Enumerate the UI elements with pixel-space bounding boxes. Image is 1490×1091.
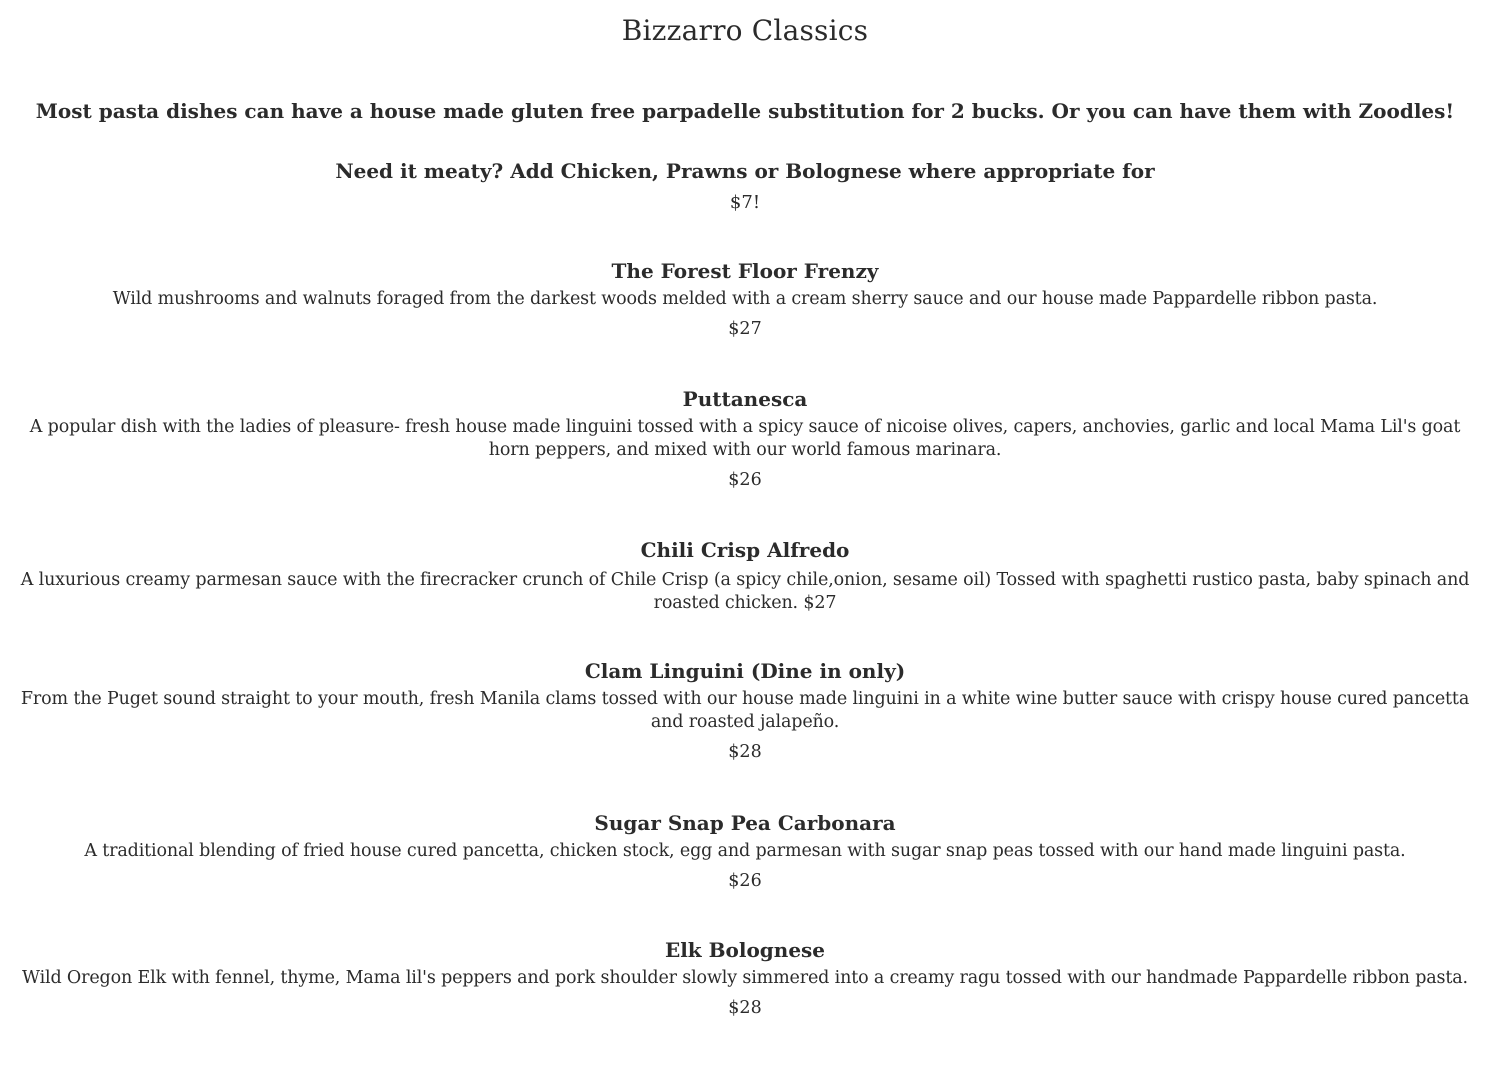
item-description: A traditional blending of fried house cured pancetta, chicken stock, egg and parmesan with sugar snap peas tossed with our hand made linguini pasta. — [84, 841, 1406, 861]
item-price: $28 — [728, 742, 762, 762]
item-description: A luxurious creamy parmesan sauce with the firecracker crunch of Chile Crisp (a spicy chile,onion, sesame oil) Tossed with spaghetti rustico pasta, baby spinach and roasted chicken. $27 — [20, 570, 1470, 613]
add-meat-note: Need it meaty? Add Chicken, Prawns or Bolognese where appropriate for — [335, 159, 1155, 183]
item-name: Elk Bolognese — [664, 938, 826, 962]
item-price: $28 — [728, 998, 762, 1018]
page-title: Bizzarro Classics — [621, 14, 869, 47]
item-description: Wild mushrooms and walnuts foraged from the darkest woods melded with a cream sherry sauce and our house made Pappardelle ribbon pasta. — [112, 289, 1378, 309]
item-name: Sugar Snap Pea Carbonara — [594, 811, 896, 835]
item-price: $27 — [728, 319, 762, 339]
item-name: Chili Crisp Alfredo — [640, 538, 850, 562]
item-price: $26 — [728, 470, 762, 490]
menu-item-chili-crisp-alfredo — [0, 537, 1490, 615]
item-price: $26 — [728, 871, 762, 891]
menu-item-clam-linguini — [0, 658, 1490, 764]
item-description: Wild Oregon Elk with fennel, thyme, Mama lil's peppers and pork shoulder slowly simmered into a creamy ragu tossed with our handmade Pappardelle ribbon pasta. — [22, 968, 1468, 988]
menu-item-sugar-snap-pea-carbonara — [0, 810, 1490, 893]
menu-item-elk-bolognese — [0, 937, 1490, 1020]
gluten-free-note: Most pasta dishes can have a house made gluten free parpadelle substitution for 2 bucks. Or you can have them with Zoodles! — [35, 99, 1455, 123]
item-name: Clam Linguini (Dine in only) — [584, 659, 906, 683]
item-description: A popular dish with the ladies of pleasure- fresh house made linguini tossed with a spicy sauce of nicoise olives, capers, anchovies, garlic and local Mama Lil's goat horn peppers, and mixed with our world famous marinara. — [29, 417, 1461, 460]
item-name: Puttanesca — [682, 387, 808, 411]
item-name: The Forest Floor Frenzy — [611, 259, 879, 283]
menu-item-forest-floor-frenzy — [0, 258, 1490, 341]
add-meat-price: $7! — [729, 192, 761, 213]
menu-item-puttanesca — [0, 386, 1490, 492]
item-description: From the Puget sound straight to your mouth, fresh Manila clams tossed with our house made linguini in a white wine butter sauce with crispy house cured pancetta and roasted jalapeño. — [20, 689, 1470, 732]
